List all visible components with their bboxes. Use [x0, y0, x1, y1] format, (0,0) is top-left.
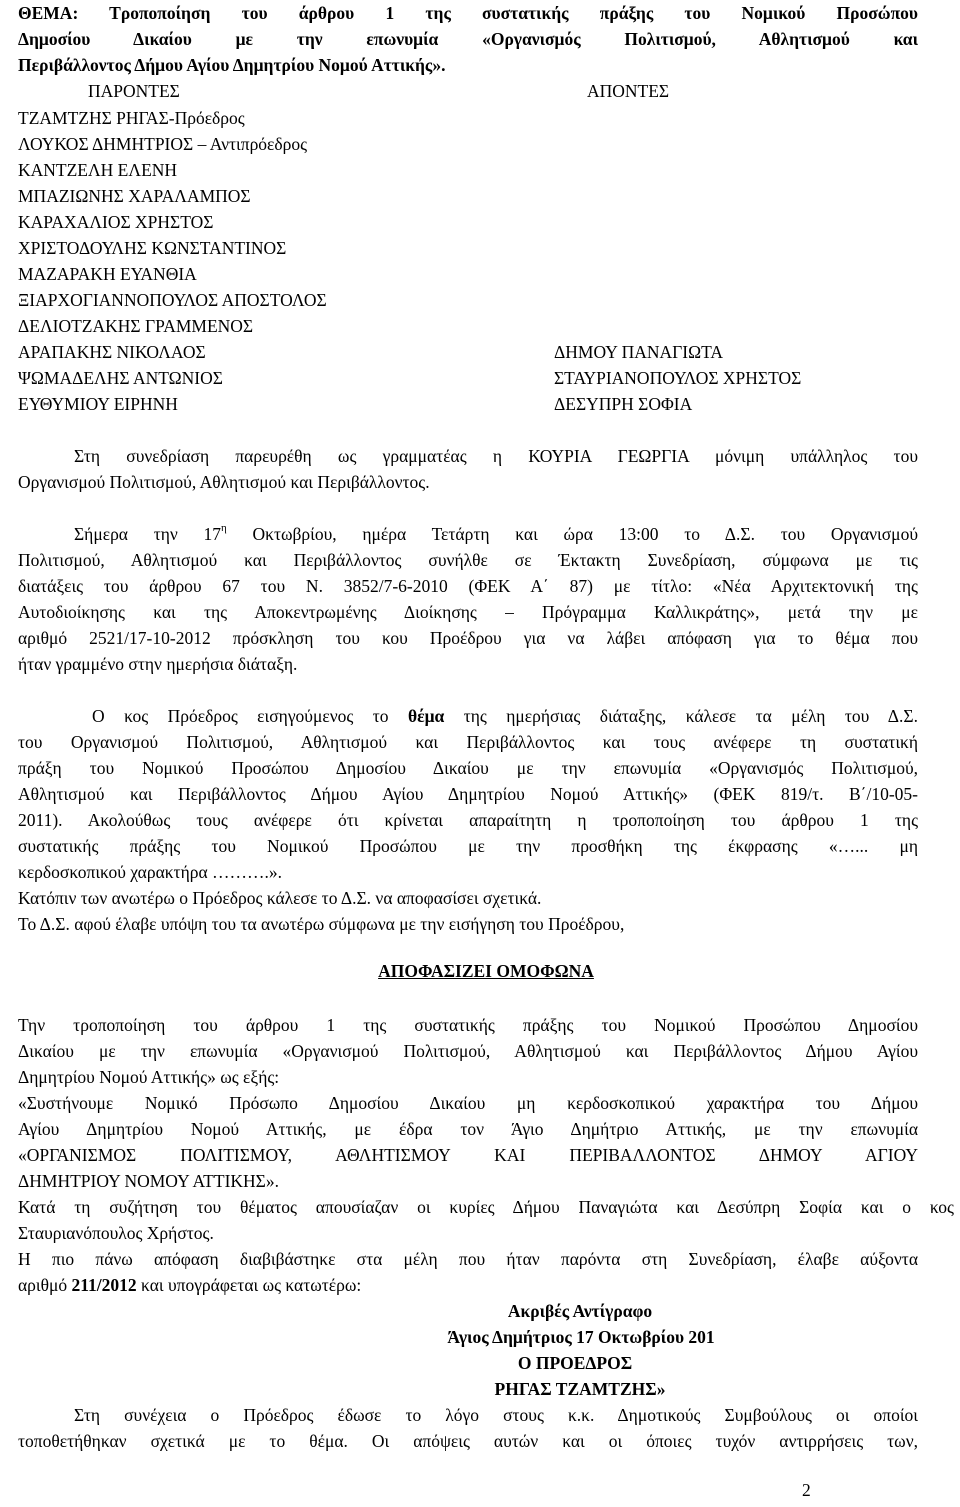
secretary-line: Στη συνεδρίαση παρευρέθη ως γραμματέας η ΚΟΥΡΙΑ ΓΕΩΡΓΙΑ μόνιμη υπάλληλος του: [74, 446, 918, 466]
meeting-line: Σήμερα την $17^\eta$ Οκτωβρίου, ημέρα Τετάρτη και ώρα 13:00 το Δ.Σ. του Οργανισμού: [74, 522, 918, 544]
continuation-line: Στη συνέχεια ο Πρόεδρος έδωσε το λόγο στους κ.κ. Δημοτικούς Συμβούλους οι οποίοι: [74, 1405, 918, 1425]
continuation-line: τοποθετήθηκαν σχετικά με το θέμα. Οι απόψεις αυτών και οι όποιες τυχόν αντιρρήσεις των,: [18, 1431, 918, 1451]
proposal-line: πράξη του Νομικού Προσώπου Δημοσίου Δικαίου με την επωνυμία «Οργανισμός Πολιτισμού,: [18, 758, 918, 778]
meeting-line: Πολιτισμού, Αθλητισμού και Περιβάλλοντος συνήλθε σε Έκτακτη Συνεδρίαση, σύμφωνα με τις: [18, 550, 918, 570]
meeting-line: ήταν γραμμένο στην ημερήσια διάταξη.: [18, 654, 298, 674]
decision-heading: ΑΠΟΦΑΣΙΖΕΙ ΟΜΟΦΩΝΑ: [378, 961, 594, 981]
present-member: ΤΖΑΜΤΖΗΣ ΡΗΓΑΣ-Πρόεδρος: [18, 108, 245, 128]
proposal-line: κερδοσκοπικού χαρακτήρα ……….».: [18, 862, 283, 882]
decision-line: «Συστήνουμε Νομικό Πρόσωπο Δημοσίου Δικαίου μη κερδοσκοπικού χαρακτήρα του Δήμου: [18, 1093, 918, 1113]
decision-line: Την τροποποίηση του άρθρου 1 της συστατικής πράξης του Νομικού Προσώπου Δημοσίου: [18, 1015, 918, 1035]
present-member: ΧΡΙΣΤΟΔΟΥΛΗΣ ΚΩΝΣΤΑΝΤΙΝΟΣ: [18, 238, 287, 258]
subject-line: Δημοσίου Δικαίου με την επωνυμία «Οργανισμός Πολιτισμού, Αθλητισμού και: [18, 29, 918, 49]
meeting-line: διατάξεις του άρθρου 67 του Ν. 3852/7-6-2010 (ΦΕΚ Α΄ 87) με τίτλο: «Νέα Αρχιτεκτονική της: [18, 576, 918, 596]
decision-line: «ΟΡΓΑΝΙΣΜΟΣ ΠΟΛΙΤΙΣΜΟΥ, ΑΘΛΗΤΙΣΜΟΥ ΚΑΙ ΠΕΡΙΒΑΛΛΟΝΤΟΣ ΔΗΜΟΥ ΑΓΙΟΥ: [18, 1145, 918, 1165]
absent-member: ΔΗΜΟΥ ΠΑΝΑΓΙΩΤΑ: [554, 342, 724, 362]
absent-member: ΔΕΣΥΠΡΗ ΣΟΦΙΑ: [554, 394, 693, 414]
present-member: ΛΟΥΚΟΣ ΔΗΜΗΤΡΙΟΣ – Αντιπρόεδρος: [18, 134, 308, 154]
present-member: ΜΑΖΑΡΑΚΗ ΕΥΑΝΘΙΑ: [18, 264, 197, 284]
present-member: ΞΙΑΡΧΟΓΙΑΝΝΟΠΟΥΛΟΣ ΑΠΟΣΤΟΛΟΣ: [18, 290, 327, 310]
secretary-line: Οργανισμού Πολιτισμού, Αθλητισμού και Περιβάλλοντος.: [18, 472, 430, 492]
signature-line: ΡΗΓΑΣ ΤΖΑΜΤΖΗΣ»: [494, 1379, 666, 1399]
proposal-line: 2011). Ακολούθως τους ανέφερε ότι κρίνεται απαραίτητη η τροποποίηση του άρθρου 1 της: [18, 810, 918, 830]
meeting-line: αριθμό 2521/17-10-2012 πρόσκληση του κου Προέδρου για να λάβει απόφαση για το θέμα που: [18, 628, 918, 648]
signature-line: Ο ΠΡΟΕΔΡΟΣ: [517, 1353, 633, 1373]
signature-line: Άγιος Δημήτριος 17 Οκτωβρίου 201: [447, 1327, 715, 1347]
decision-line: Σταυριανόπουλος Χρήστος.: [18, 1223, 214, 1243]
decision-line: αριθμό 211/2012 και υπογράφεται ως κατωτέρω:: [18, 1275, 362, 1295]
present-member: ΨΩΜΑΔΕΛΗΣ ΑΝΤΩΝΙΟΣ: [18, 368, 223, 388]
present-member: ΔΕΛΙΟΤΖΑΚΗΣ ΓΡΑΜΜΕΝΟΣ: [18, 316, 254, 336]
proposal-line: Το Δ.Σ. αφού έλαβε υπόψη του τα ανωτέρω σύμφωνα με την εισήγηση του Προέδρου,: [18, 914, 625, 934]
present-member: ΑΡΑΠΑΚΗΣ ΝΙΚΟΛΑΟΣ: [18, 342, 206, 362]
subject-line: Περιβάλλοντος Δήμου Αγίου Δημητρίου Νομού Αττικής».: [18, 55, 446, 75]
present-member: ΚΑΝΤΖΕΛΗ ΕΛΕΝΗ: [18, 160, 178, 180]
present-member: ΜΠΑΖΙΩΝΗΣ ΧΑΡΑΛΑΜΠΟΣ: [18, 186, 251, 206]
meeting-line: Αυτοδιοίκησης και της Αποκεντρωμένης Διοίκησης – Πρόγραμμα Καλλικράτης», μετά την με: [18, 602, 918, 622]
proposal-line: Κατόπιν των ανωτέρω ο Πρόεδρος κάλεσε το Δ.Σ. να αποφασίσει σχετικά.: [18, 888, 542, 908]
proposal-line: Ο κος Πρόεδρος εισηγούμενος το θέμα της ημερήσιας διάταξης, κάλεσε τα μέλη του Δ.Σ.: [92, 706, 918, 726]
absent-header: ΑΠΟΝΤΕΣ: [587, 81, 670, 101]
present-member: ΕΥΘΥΜΙΟΥ ΕΙΡΗΝΗ: [18, 394, 178, 414]
signature-line: Ακριβές Αντίγραφο: [507, 1301, 653, 1321]
decision-line: Δικαίου με την επωνυμία «Οργανισμού Πολιτισμού, Αθλητισμού και Περιβάλλοντος Δήμου Αγίου: [18, 1041, 918, 1061]
absent-member: ΣΤΑΥΡΙΑΝΟΠΟΥΛΟΣ ΧΡΗΣΤΟΣ: [554, 368, 802, 388]
proposal-line: συστατικής πράξης του Νομικού Προσώπου με την προσθήκη της έκφρασης «…... μη: [18, 836, 918, 856]
proposal-line: του Οργανισμού Πολιτισμού, Αθλητισμού και Περιβάλλοντος και τους ανέφερε τη συστατική: [18, 732, 918, 752]
page-number: 2: [802, 1480, 811, 1500]
ordinal-superscript: η: [221, 522, 227, 535]
decision-line: Δημητρίου Νομού Αττικής» ως εξής:: [18, 1067, 280, 1087]
decision-line: Η πιο πάνω απόφαση διαβιβάστηκε στα μέλη που ήταν παρόντα στη Συνεδρίαση, έλαβε αύξοντα: [18, 1249, 918, 1269]
present-header: ΠΑΡΟΝΤΕΣ: [88, 81, 180, 101]
decision-line: Αγίου Δημητρίου Νομού Αττικής, με έδρα τον Άγιο Δημήτριο Αττικής, με την επωνυμία: [18, 1119, 918, 1139]
present-member: ΚΑΡΑΧΑΛΙΟΣ ΧΡΗΣΤΟΣ: [18, 212, 214, 232]
subject-line: ΘΕΜΑ: Τροποποίηση του άρθρου 1 της συστατικής πράξης του Νομικού Προσώπου: [18, 3, 918, 23]
decision-line: Κατά τη συζήτηση του θέματος απουσίαζαν οι κυρίες Δήμου Παναγιώτα και Δεσύπρη Σοφία και ο κος: [18, 1197, 954, 1217]
decision-line: ΔΗΜΗΤΡΙΟΥ ΝΟΜΟΥ ΑΤΤΙΚΗΣ».: [18, 1171, 279, 1191]
proposal-line: Αθλητισμού και Περιβάλλοντος Δήμου Αγίου Δημητρίου Νομού Αττικής» (ΦΕΚ 819/τ. Β΄/10-05-: [18, 784, 918, 804]
